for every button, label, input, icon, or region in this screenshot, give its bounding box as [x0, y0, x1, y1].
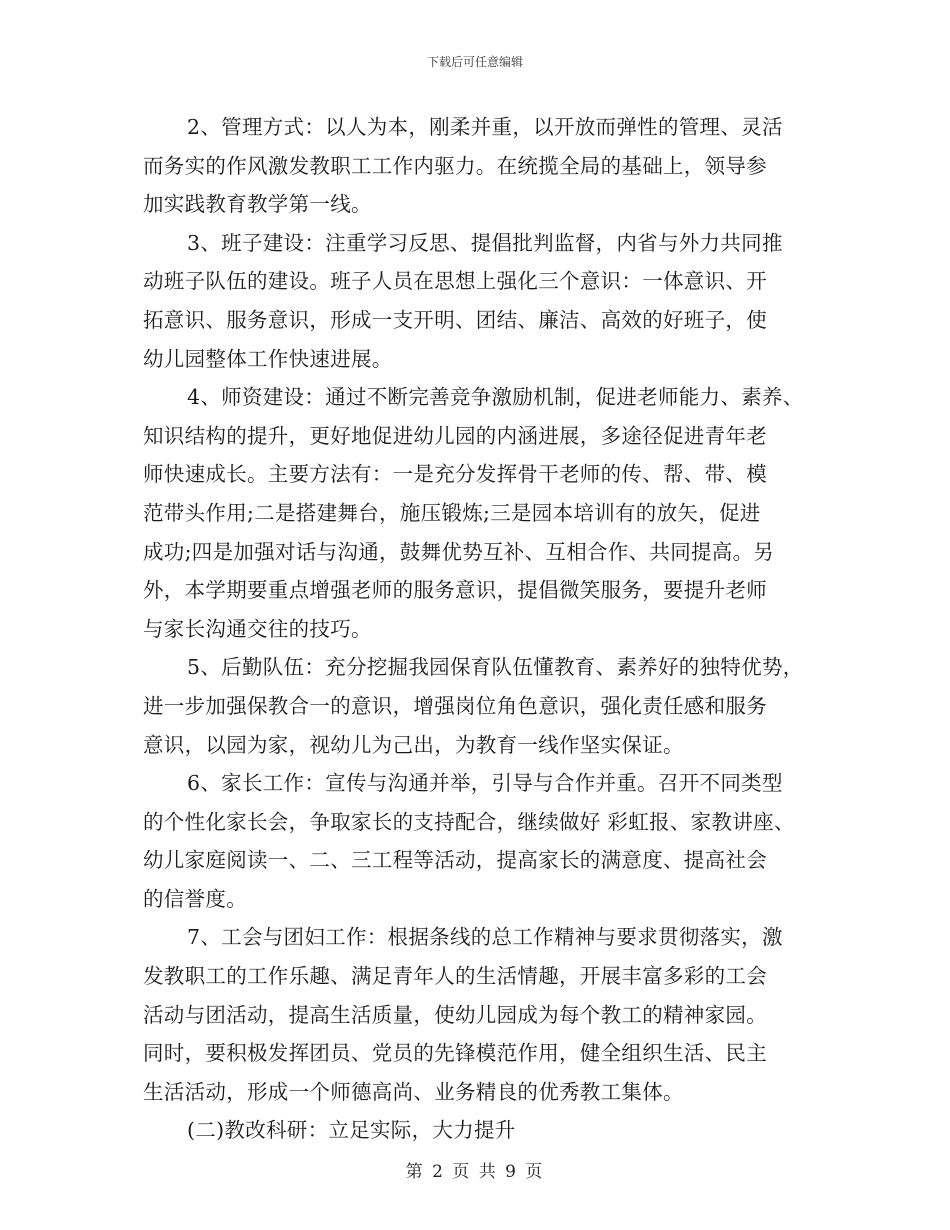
paragraph-line: 幼儿家庭阅读一、二、三工程等活动，提高家长的满意度、提高社会	[143, 848, 767, 873]
document-body	[143, 108, 833, 1150]
paragraph-line: 知识结构的提升，更好地促进幼儿园的内涵进展，多途径促进青年老	[143, 423, 767, 448]
paragraph-line: 师快速成长。主要方法有：一是充分发挥骨干老师的传、帮、带、模	[143, 462, 767, 487]
paragraph-line: 拓意识、服务意识，形成一支开明、团结、廉洁、高效的好班子，使	[143, 307, 767, 332]
paragraph-first-line: 4、师资建设：通过不断完善竞争激励机制，促进老师能力、素养、	[187, 385, 804, 410]
paragraph-line: 进一步加强保教合一的意识，增强岗位角色意识，强化责任感和服务	[143, 693, 767, 718]
paragraph-line: 与家长沟通交往的技巧。	[143, 616, 372, 641]
paragraph-line: 动班子队伍的建设。班子人员在思想上强化三个意识：一体意识、开	[143, 269, 767, 294]
page-header: 下载后可任意编辑	[426, 55, 523, 69]
page-number-footer: 第 2 页 共 9 页	[405, 1162, 545, 1182]
paragraph-line: 范带头作用;二是搭建舞台，施压锻炼;三是园本培训有的放矢，促进	[143, 500, 761, 525]
paragraph-first-line: 5、后勤队伍：充分挖掘我园保育队伍懂教育、素养好的独特优势，	[187, 655, 804, 680]
paragraph-line: 成功;四是加强对话与沟通，鼓舞优势互补、互相合作、共同提高。另	[143, 539, 775, 564]
paragraph-line: 同时，要积极发挥团员、党员的先锋模范作用，健全组织生活、民主	[143, 1041, 767, 1066]
paragraph-line: 生活活动，形成一个师德高尚、业务精良的优秀教工集体。	[143, 1079, 684, 1104]
paragraph-first-line: 2、管理方式：以人为本，刚柔并重，以开放而弹性的管理、灵活	[187, 115, 783, 139]
paragraph-line: 而务实的作风激发教职工工作内驱力。在统揽全局的基础上，领导参	[143, 153, 767, 178]
paragraph-line: 的个性化家长会，争取家长的支持配合，继续做好 彩虹报、家教讲座、	[143, 809, 795, 834]
paragraph-line: 发教职工的工作乐趣、满足青年人的生活情趣，开展丰富多彩的工会	[143, 964, 767, 989]
paragraph-line: 加实践教育教学第一线。	[143, 192, 372, 217]
paragraph-line: 活动与团活动，提高生活质量，使幼儿园成为每个教工的精神家园。	[143, 1002, 767, 1027]
paragraph-first-line: 3、班子建设：注重学习反思、提倡批判监督，内省与外力共同推	[187, 230, 783, 255]
paragraph-line: 的信誉度。	[143, 886, 247, 911]
paragraph-first-line: 7、工会与团妇工作：根据条线的总工作精神与要求贯彻落实，激	[187, 925, 783, 950]
paragraph-line: 外，本学期要重点增强老师的服务意识，提倡微笑服务，要提升老师	[143, 578, 767, 603]
paragraph-first-line: (二)教改科研：立足实际，大力提升	[187, 1118, 516, 1143]
paragraph-line: 意识，以园为家，视幼儿为己出，为教育一线作坚实保证。	[143, 732, 684, 757]
paragraph-line: 幼儿园整体工作快速进展。	[143, 346, 393, 371]
paragraph-first-line: 6、家长工作：宣传与沟通并举，引导与合作并重。召开不同类型	[187, 771, 783, 796]
